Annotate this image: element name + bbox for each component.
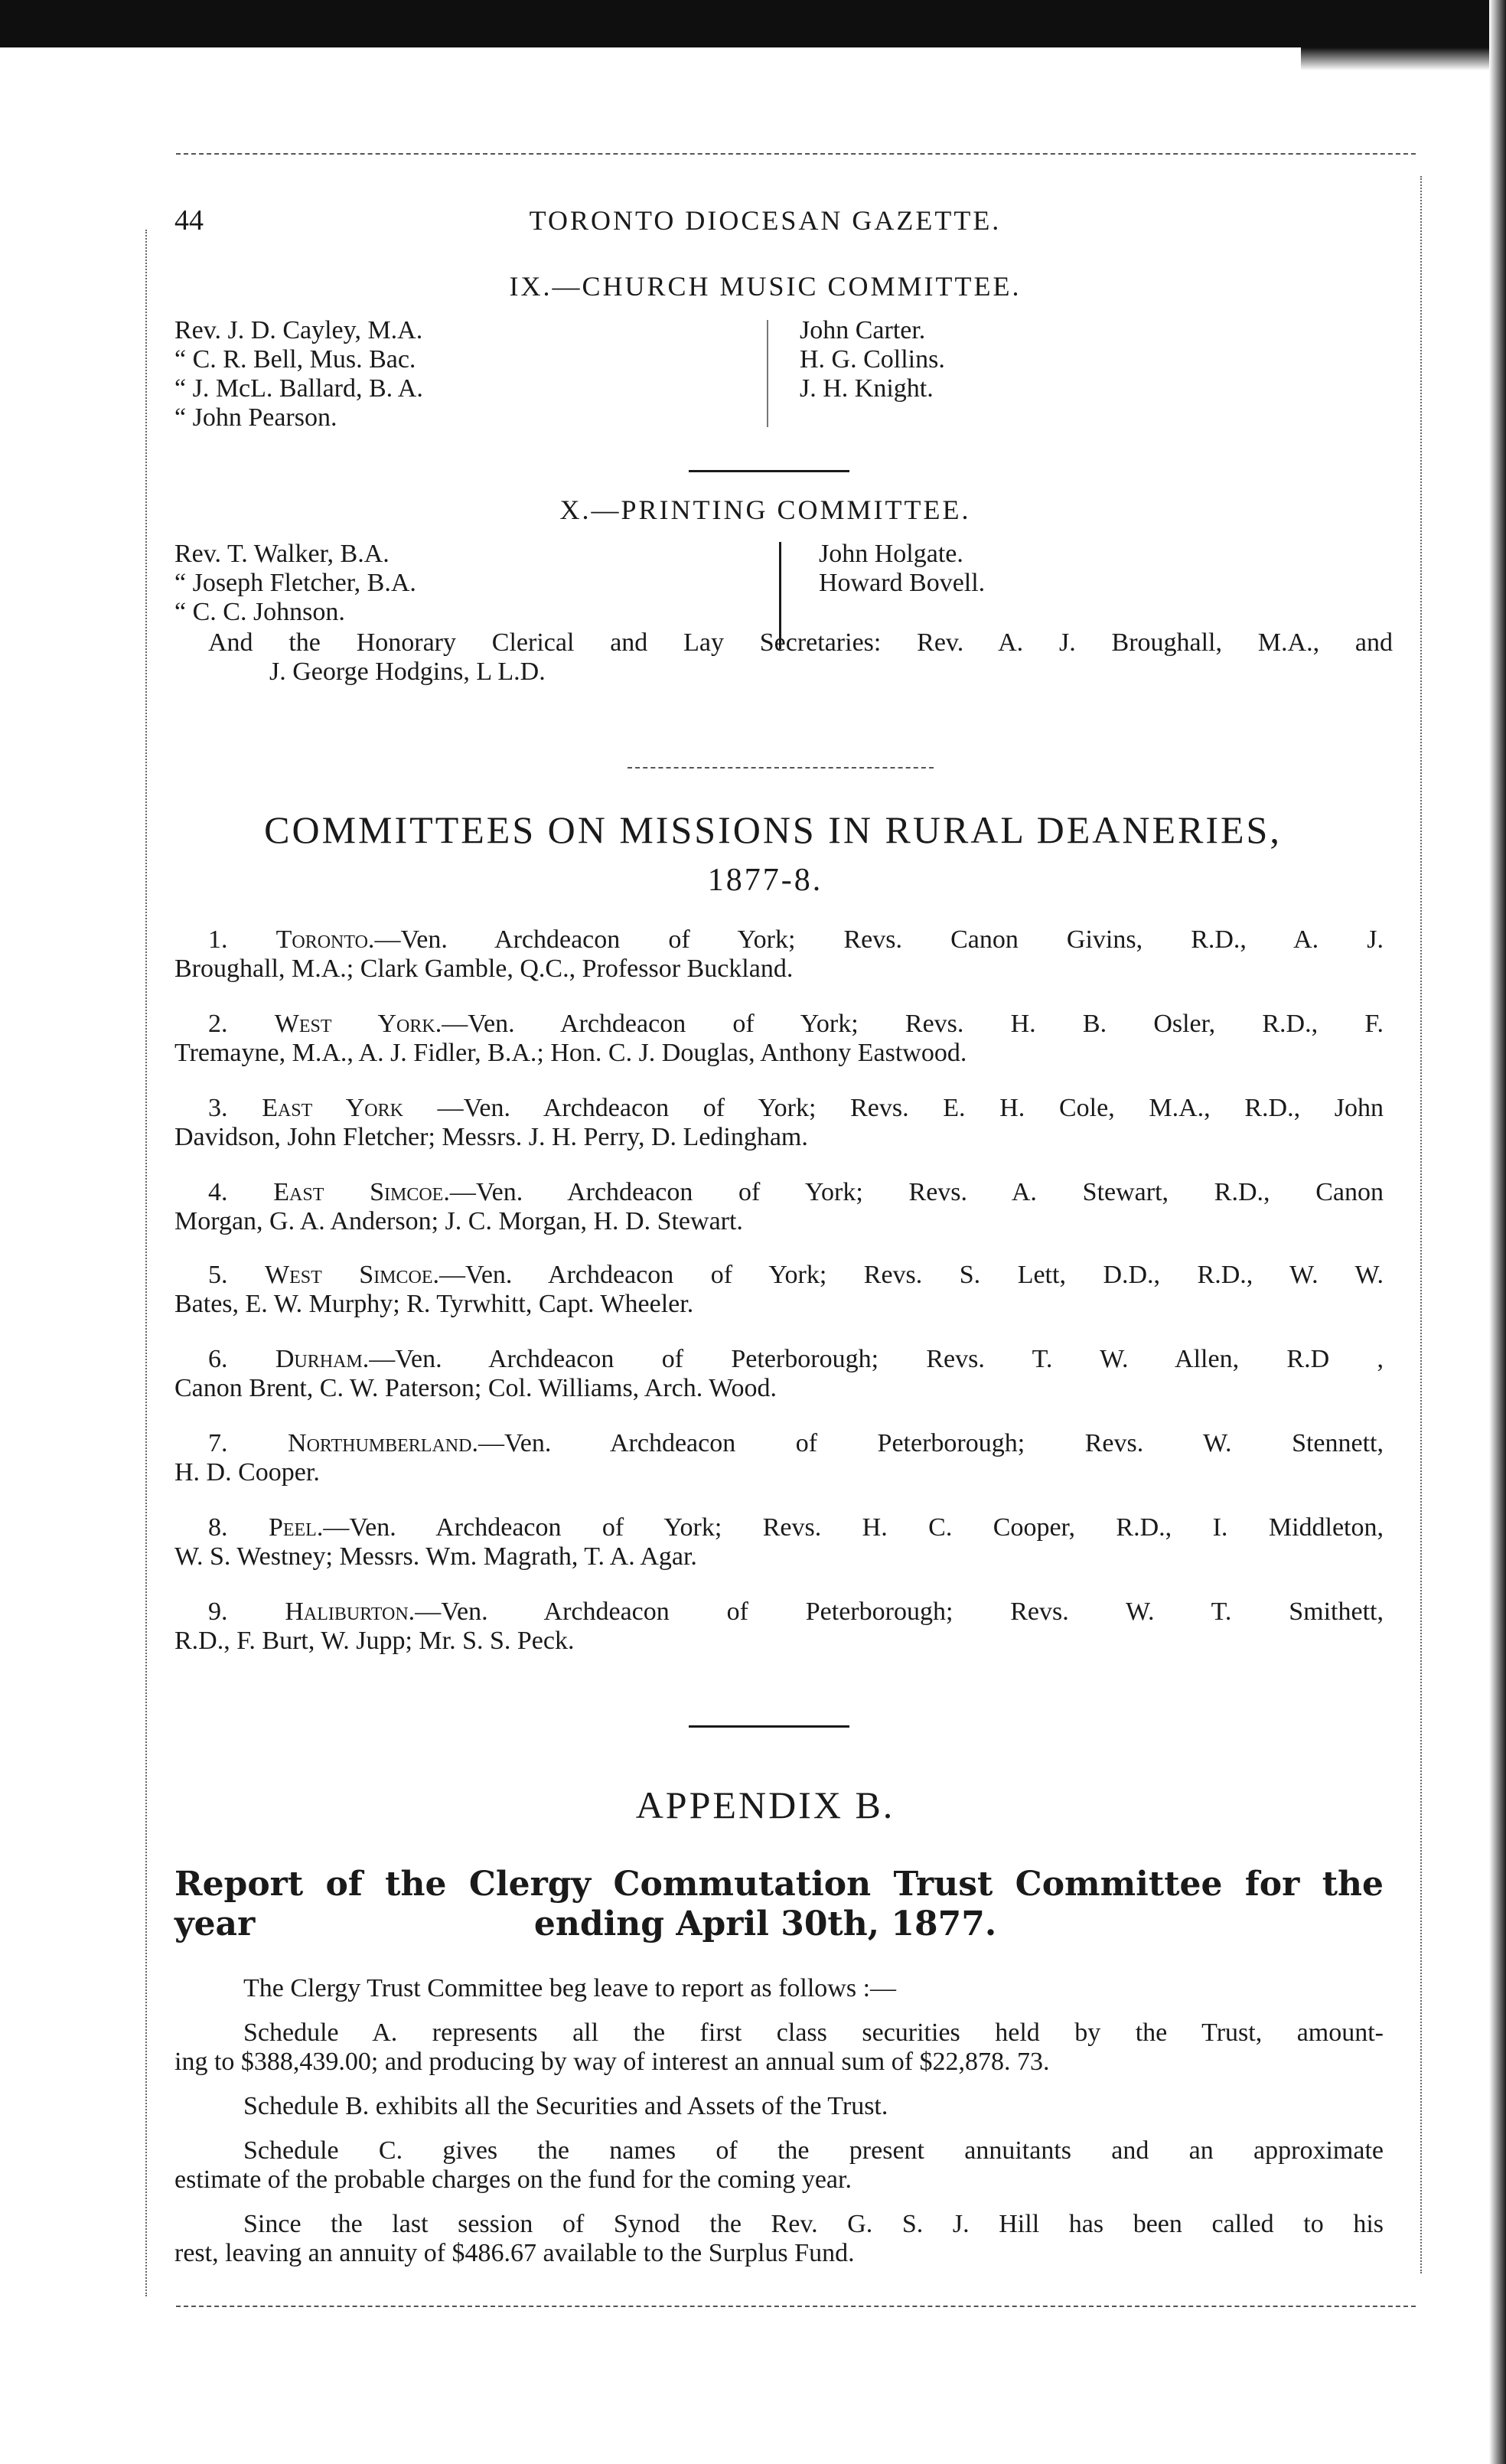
deanery-name: Haliburton. [285,1598,416,1626]
scan-left-margin-line [145,230,147,2296]
entry-text: Canon Brent, C. W. Paterson; Col. Williams, Arch. Wood. [174,1374,777,1402]
section-divider [689,470,849,472]
report-paragraph: rest, leaving an annuity of $486.67 available to the Surplus Fund. [174,2239,855,2267]
music-member-left: “ John Pearson. [174,403,337,432]
report-title: Report of the Clergy Commutation Trust Committee for the year [174,1865,1384,1943]
entry-number: 9. [208,1598,228,1626]
deanery-entry [208,925,1384,955]
scan-right-edge [1489,0,1506,2464]
printing-member-right: Howard Bovell. [819,569,986,597]
entry-text: Morgan, G. A. Anderson; J. C. Morgan, H. D. Stewart. [174,1207,743,1235]
section-divider [689,1725,849,1728]
deanery-name: West Simcoe. [265,1261,440,1289]
deanery-entry [208,1093,1384,1124]
printing-member-right: John Holgate. [819,540,963,568]
deanery-entry [208,1177,1384,1208]
entry-number: 6. [208,1345,228,1373]
section-dashed-divider [628,767,934,769]
deanery-name: East Simcoe. [273,1178,450,1206]
entry-number: 7. [208,1429,228,1457]
entry-text: Tremayne, M.A., A. J. Fidler, B.A.; Hon. C. J. Douglas, Anthony Eastwood. [174,1039,967,1067]
entry-text: —Ven. Archdeacon of York; Revs. H. B. Osler, R.D., F. [442,1010,1384,1038]
deanery-entry [208,1513,1384,1543]
scan-right-margin-line [1420,176,1422,2273]
deanery-name: Toronto. [275,925,375,954]
deanery-entry [208,1344,1384,1375]
entry-text: W. S. Westney; Messrs. Wm. Magrath, T. A. Agar. [174,1542,697,1571]
entry-number: 3. [208,1094,228,1122]
printing-committee-heading: X.—PRINTING COMMITTEE. [559,494,971,525]
entry-text: —Ven. Archdeacon of Peterborough; Revs. W. T. Smithett, [415,1598,1384,1626]
deanery-name: Durham. [275,1345,370,1373]
report-paragraph: Schedule B. exhibits all the Securities and Assets of the Trust. [243,2092,888,2120]
entry-text: —Ven. Archdeacon of Peterborough; Revs. T. W. Allen, R.D , [369,1345,1384,1373]
entry-text: Davidson, John Fletcher; Messrs. J. H. Perry, D. Ledingham. [174,1123,808,1151]
music-member-left: “ C. R. Bell, Mus. Bac. [174,345,416,374]
music-member-right: John Carter. [800,316,926,344]
page-number: 44 [174,204,204,237]
scan-top-border [0,0,1506,47]
entry-number: 8. [208,1513,228,1542]
secretaries-note: J. George Hodgins, L L.D. [269,658,546,686]
deanery-entry [208,1597,1384,1627]
entry-text: R.D., F. Burt, W. Jupp; Mr. S. S. Peck. [174,1627,575,1655]
report-paragraph: estimate of the probable charges on the fund for the coming year. [174,2165,852,2194]
deanery-name: Peel. [268,1513,324,1542]
deanery-entry [208,1428,1384,1459]
scan-top-shadow [1301,47,1506,70]
entry-text: —Ven. Archdeacon of York; Revs. S. Lett, D.D., R.D., W. W. [439,1261,1384,1289]
entry-number: 4. [208,1178,228,1206]
entry-text: —Ven. Archdeacon of Peterborough; Revs. W. Stennett, [478,1429,1384,1457]
music-member-right: H. G. Collins. [800,345,945,374]
report-paragraph: Schedule C. gives the names of the present annuitants and an approximate [243,2136,1384,2165]
entry-text: Broughall, M.A.; Clark Gamble, Q.C., Professor Buckland. [174,955,794,983]
entry-number: 2. [208,1010,228,1038]
printing-member-left: “ Joseph Fletcher, B.A. [174,569,416,597]
entry-text: —Ven. Archdeacon of York; Revs. E. H. Cole, M.A., R.D., John [403,1094,1384,1122]
music-column-divider [767,320,768,427]
appendix-heading: APPENDIX B. [635,1784,895,1826]
music-member-left: “ J. McL. Ballard, B. A. [174,374,423,403]
report-paragraph: ing to $388,439.00; and producing by way of interest an annual sum of $22,878. 73. [174,2048,1050,2076]
deanery-name: West York. [274,1010,442,1038]
deanery-name: Northumberland. [288,1429,478,1457]
deanery-entry [208,1009,1384,1039]
report-title: ending April 30th, 1877. [533,1904,997,1943]
entry-text: —Ven. Archdeacon of York; Revs. Canon Givins, R.D., A. J. [374,925,1384,954]
deanery-name: East York [262,1094,403,1122]
missions-heading: COMMITTEES ON MISSIONS IN RURAL DEANERIES, [264,808,1282,851]
running-title: TORONTO DIOCESAN GAZETTE. [529,205,1002,236]
printing-member-left: Rev. T. Walker, B.A. [174,540,390,568]
music-member-right: J. H. Knight. [800,374,934,403]
scan-top-dashed-rule [176,153,1416,155]
deanery-entry [208,1260,1384,1291]
entry-text: H. D. Cooper. [174,1458,320,1487]
missions-year: 1877-8. [707,863,823,898]
scan-bottom-dashed-rule [176,2306,1416,2307]
report-paragraph: Since the last session of Synod the Rev. G. S. J. Hill has been called to his [243,2210,1384,2238]
printing-member-left: “ C. C. Johnson. [174,598,345,626]
music-member-left: Rev. J. D. Cayley, M.A. [174,316,423,344]
entry-text: —Ven. Archdeacon of York; Revs. H. C. Cooper, R.D., I. Middleton, [323,1513,1384,1542]
secretaries-note: And the Honorary Clerical and Lay Secretaries: Rev. A. J. Broughall, M.A., and [208,628,1393,657]
entry-number: 5. [208,1261,228,1289]
report-paragraph: The Clergy Trust Committee beg leave to report as follows :— [243,1974,897,2002]
music-committee-heading: IX.—CHURCH MUSIC COMMITTEE. [509,271,1022,302]
entry-number: 1. [208,925,228,954]
report-paragraph: Schedule A. represents all the first class securities held by the Trust, amount- [243,2019,1384,2047]
entry-text: Bates, E. W. Murphy; R. Tyrwhitt, Capt. Wheeler. [174,1290,694,1318]
entry-text: —Ven. Archdeacon of York; Revs. A. Stewart, R.D., Canon [449,1178,1384,1206]
